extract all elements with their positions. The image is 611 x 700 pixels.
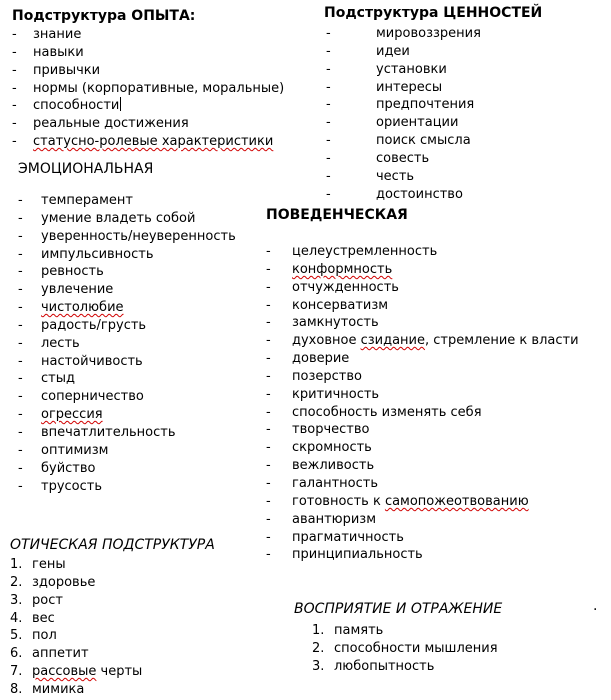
item-number: 3. — [10, 592, 23, 608]
dash-bullet: - — [18, 264, 23, 280]
emotional-item — [18, 388, 236, 406]
emotional-title: ЭМОЦИОНАЛЬНАЯ — [18, 161, 154, 177]
item-number: 7. — [10, 664, 23, 680]
emotional-item-text: оптимизм — [41, 442, 109, 458]
values-item — [324, 168, 542, 186]
behavioral-item-text: готовность к — [292, 493, 385, 509]
experience-item-text: навыки — [33, 44, 84, 60]
dash-bullet: - — [18, 442, 23, 458]
perception-list — [312, 622, 502, 676]
optic-item — [10, 592, 215, 610]
dash-bullet: - — [12, 44, 17, 60]
emotional-item-text: ревность — [41, 264, 104, 280]
emotional-item — [18, 460, 236, 478]
dash-bullet: - — [18, 210, 23, 226]
behavioral-item-text: способность изменять себя — [292, 404, 482, 420]
text-cursor — [120, 97, 121, 111]
behavioral-section — [266, 206, 579, 564]
behavioral-item — [266, 350, 579, 368]
values-item-text: идеи — [376, 43, 410, 59]
dash-bullet: - — [266, 368, 271, 384]
values-item-text: ориентации — [376, 115, 459, 131]
emotional-item-text: умение владеть собой — [41, 210, 196, 226]
behavioral-item-text: критичность — [292, 386, 380, 402]
optic-item — [10, 645, 215, 663]
dash-bullet: - — [18, 282, 23, 298]
perception-item — [312, 658, 502, 676]
optic-item-text: рост — [32, 592, 63, 608]
optic-title: ОТИЧЕСКАЯ ПОДСТРУКТУРА — [10, 537, 215, 553]
dash-bullet: - — [326, 115, 331, 131]
perception-title: ВОСПРИЯТИЕ И ОТРАЖЕНИЕ — [294, 601, 503, 617]
behavioral-item — [266, 421, 579, 439]
values-item — [324, 43, 542, 61]
dash-bullet: - — [18, 228, 23, 244]
dash-bullet: - — [266, 475, 271, 491]
behavioral-item — [266, 243, 579, 261]
item-number: 1. — [10, 557, 23, 572]
perception-item-text: любопытность — [334, 658, 435, 674]
values-item — [324, 96, 542, 114]
emotional-item-text: импульсивность — [41, 246, 154, 262]
dash-bullet: - — [266, 297, 271, 313]
values-item — [324, 186, 542, 204]
values-item-text: предпочтения — [376, 97, 475, 113]
dash-bullet: - — [18, 246, 23, 262]
behavioral-item — [266, 386, 579, 404]
optic-item-text: здоровье — [32, 574, 96, 590]
emotional-item — [18, 210, 236, 228]
behavioral-item-text: вежливость — [292, 458, 375, 474]
experience-section — [12, 7, 284, 151]
behavioral-item-tail: , стремление к власти — [425, 333, 579, 349]
emotional-item-text: трусость — [41, 478, 103, 494]
emotional-item — [18, 317, 236, 335]
experience-item-text: привычки — [33, 62, 101, 78]
behavioral-item-text: духовное — [292, 333, 361, 349]
dash-bullet: - — [18, 407, 23, 423]
values-section — [324, 4, 542, 203]
emotional-item — [18, 406, 236, 424]
experience-item — [12, 97, 284, 115]
emotional-item — [18, 478, 236, 496]
perception-section — [294, 600, 502, 676]
dash-bullet: - — [266, 279, 271, 295]
perception-item-text: способности мышления — [334, 640, 498, 656]
optic-item-text: пол — [32, 628, 57, 644]
behavioral-item — [266, 332, 579, 350]
emotional-item — [18, 442, 236, 460]
values-item-text: достоинство — [376, 186, 463, 202]
emotional-item — [18, 192, 236, 210]
behavioral-item — [266, 279, 579, 297]
behavioral-list — [266, 243, 579, 564]
item-number: 8. — [10, 681, 23, 697]
dash-bullet: - — [12, 62, 17, 78]
behavioral-item — [266, 529, 579, 547]
optic-item — [10, 663, 215, 681]
dash-bullet: - — [266, 315, 271, 331]
emotional-item — [18, 281, 236, 299]
values-item-text: честь — [376, 168, 415, 184]
emotional-item — [18, 353, 236, 371]
optic-item-text: гены — [32, 557, 66, 572]
values-item-text: мировоззрения — [376, 26, 481, 41]
behavioral-item-text: позерство — [292, 368, 362, 384]
emotional-item-text: темперамент — [41, 193, 133, 208]
dash-bullet: - — [326, 168, 331, 184]
dash-bullet: - — [266, 404, 271, 420]
item-number: 2. — [312, 640, 325, 656]
dash-bullet: - — [326, 61, 331, 77]
optic-item-text: аппетит — [32, 646, 89, 662]
behavioral-item — [266, 546, 579, 564]
behavioral-item-misspelled-word: самопожеотвованию — [384, 493, 529, 509]
behavioral-item-text: замкнутость — [292, 315, 379, 331]
dash-bullet: - — [18, 371, 23, 387]
dash-bullet: - — [326, 150, 331, 166]
perception-item-text: память — [334, 623, 384, 638]
optic-item-tail: черты — [96, 664, 143, 680]
item-number: 2. — [10, 574, 23, 590]
dash-bullet: - — [326, 133, 331, 149]
item-number: 5. — [10, 628, 23, 644]
values-item-text: интересы — [376, 79, 443, 95]
dash-bullet: - — [266, 244, 271, 259]
experience-item-text: нормы (корпоративные, моральные) — [33, 80, 285, 96]
perception-item — [312, 622, 502, 640]
values-item — [324, 79, 542, 97]
behavioral-item-text: авантюризм — [292, 511, 377, 527]
experience-item — [12, 115, 284, 133]
dash-bullet: - — [12, 98, 17, 114]
dash-bullet: - — [266, 440, 271, 456]
experience-item — [12, 44, 284, 62]
dash-bullet: - — [266, 529, 271, 545]
values-item — [324, 150, 542, 168]
optic-item — [10, 574, 215, 592]
experience-item — [12, 80, 284, 98]
perception-item — [312, 640, 502, 658]
emotional-item-text: увлечение — [41, 282, 114, 298]
behavioral-item-text: принципиальность — [292, 547, 423, 563]
behavioral-item — [266, 439, 579, 457]
behavioral-item-text: отчужденность — [292, 279, 399, 295]
dash-bullet: - — [326, 26, 331, 41]
experience-item-text: статусно-ролевые характеристики — [33, 134, 274, 150]
emotional-item-text: стыд — [41, 371, 75, 387]
optic-list — [10, 556, 215, 699]
values-item — [324, 132, 542, 150]
dash-bullet: - — [12, 116, 17, 132]
optic-item — [10, 681, 215, 699]
optic-item — [10, 610, 215, 628]
behavioral-item-text: прагматичность — [292, 529, 404, 545]
behavioral-item — [266, 475, 579, 493]
item-number: 1. — [312, 623, 325, 638]
emotional-item — [18, 335, 236, 353]
dash-bullet: - — [18, 193, 23, 208]
values-list — [324, 25, 542, 203]
experience-list — [12, 26, 284, 151]
dash-bullet: - — [266, 493, 271, 509]
dash-bullet: - — [18, 460, 23, 476]
dash-bullet: - — [18, 424, 23, 440]
emotional-item — [18, 299, 236, 317]
behavioral-item-text: галантность — [292, 475, 378, 491]
item-number: 4. — [10, 610, 23, 626]
emotional-item-text: впечатлительность — [41, 424, 176, 440]
behavioral-item-text: конформность — [292, 261, 393, 277]
behavioral-item-text: доверие — [292, 351, 350, 367]
optic-item-text: вес — [32, 610, 55, 626]
behavioral-title: ПОВЕДЕНЧЕСКАЯ — [266, 207, 408, 223]
emotional-item-text: радость/грусть — [41, 317, 147, 333]
behavioral-item — [266, 511, 579, 529]
dash-bullet: - — [18, 335, 23, 351]
dash-bullet: - — [266, 422, 271, 438]
emotional-item-text: лесть — [41, 335, 80, 351]
behavioral-item-text: творчество — [292, 422, 370, 438]
dash-bullet: - — [18, 478, 23, 494]
dash-bullet: - — [326, 186, 331, 202]
emotional-item-text: чистолюбие — [41, 300, 124, 316]
optic-section — [10, 536, 215, 699]
emotional-item — [18, 263, 236, 281]
dash-bullet: - — [266, 547, 271, 563]
emotional-item-text: буйство — [41, 460, 96, 476]
emotional-item-text: уверенность/неуверенность — [41, 228, 236, 244]
optic-item — [10, 556, 215, 574]
item-number: 6. — [10, 646, 23, 662]
experience-item-text: способности — [33, 98, 120, 114]
behavioral-item — [266, 404, 579, 422]
values-item — [324, 25, 542, 43]
emotional-section — [18, 160, 236, 495]
behavioral-item — [266, 493, 579, 511]
emotional-item — [18, 370, 236, 388]
dash-bullet: - — [266, 351, 271, 367]
dash-bullet: - — [12, 80, 17, 96]
dash-bullet: - — [266, 458, 271, 474]
dash-bullet: - — [18, 389, 23, 405]
dash-bullet: - — [18, 317, 23, 333]
emotional-list — [18, 192, 236, 495]
behavioral-item-text: скромность — [292, 440, 372, 456]
experience-item-text: реальные достижения — [33, 116, 189, 132]
behavioral-item-text: целеустремленность — [292, 244, 438, 259]
dash-bullet: - — [266, 333, 271, 349]
item-number: 3. — [312, 658, 325, 674]
behavioral-item — [266, 368, 579, 386]
behavioral-item-text: консерватизм — [292, 297, 389, 313]
behavioral-item — [266, 261, 579, 279]
dash-bullet: - — [266, 261, 271, 277]
experience-item-text: знание — [33, 27, 82, 42]
optic-item-text: мимика — [32, 681, 85, 697]
values-item — [324, 114, 542, 132]
behavioral-item — [266, 314, 579, 332]
emotional-item — [18, 228, 236, 246]
experience-item — [12, 133, 284, 151]
dash-bullet: - — [12, 27, 17, 42]
dash-bullet: - — [266, 386, 271, 402]
behavioral-item — [266, 457, 579, 475]
values-title: Подструктура ЦЕННОСТЕЙ — [324, 5, 543, 21]
emotional-item-text: настойчивость — [41, 353, 143, 369]
values-item-text: поиск смысла — [376, 133, 471, 149]
experience-item — [12, 26, 284, 44]
experience-item — [12, 62, 284, 80]
values-item-text: установки — [376, 61, 447, 77]
dash-bullet: - — [18, 300, 23, 316]
dash-bullet: - — [326, 79, 331, 95]
dash-bullet: - — [326, 43, 331, 59]
perception-trailing-dot: . — [593, 598, 598, 614]
optic-item-text: рассовые — [32, 664, 97, 680]
experience-title: Подструктура ОПЫТА: — [12, 8, 196, 24]
emotional-item-text: огрессия — [41, 407, 103, 423]
dash-bullet: - — [326, 97, 331, 113]
emotional-item-text: соперничество — [41, 389, 144, 405]
emotional-item — [18, 424, 236, 442]
values-item — [324, 61, 542, 79]
dash-bullet: - — [266, 511, 271, 527]
behavioral-item-misspelled-word: сзидание — [360, 333, 425, 349]
values-item-text: совесть — [376, 150, 430, 166]
dash-bullet: - — [12, 134, 17, 150]
emotional-item — [18, 246, 236, 264]
dash-bullet: - — [18, 353, 23, 369]
behavioral-item — [266, 297, 579, 315]
optic-item — [10, 627, 215, 645]
